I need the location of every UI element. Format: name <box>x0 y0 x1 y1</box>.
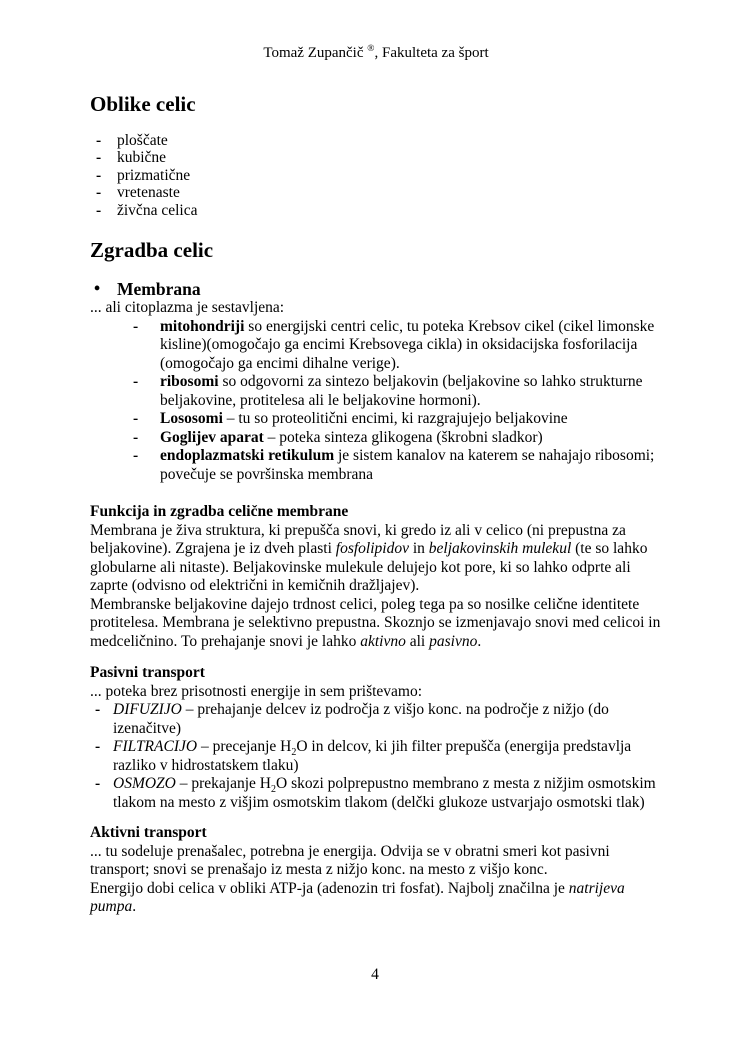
list-item-label: živčna celica <box>117 201 198 219</box>
page-number: 4 <box>371 966 379 983</box>
dash-bullet-icon: - <box>133 317 139 335</box>
organelle-text: Goglijev aparat – poteka sinteza glikogena (škrobni sladkor) <box>160 428 543 446</box>
list-item-goglijev-aparat <box>90 429 662 448</box>
active-transport-title: Aktivni transport <box>90 824 207 841</box>
list-item-zivcna-celica <box>90 202 662 220</box>
round-bullet-icon: • <box>94 278 101 298</box>
organelle-text: endoplazmatski retikulum je sistem kanalov na katerem se nahajajo ribosomi; povečuje se površinska membrana <box>160 447 655 483</box>
dash-bullet-icon: - <box>96 184 102 201</box>
list-item-prizmaticne <box>90 167 662 185</box>
transport-text: OSMOZO – prekajanje $H_2O$ skozi polprepustno membrano z mesta z nižjim osmotskim tlakom na mesto z višjim osmotskim tlakom (delčki glukoze ustvarjajo osmotski tlak) <box>113 775 656 811</box>
author-name: Tomaž Zupančič <box>263 45 368 61</box>
affiliation: , Fakulteta za šport <box>374 45 489 61</box>
membrane-subheading <box>90 279 662 299</box>
passive-transport-list <box>90 701 662 812</box>
membrane-function-title: Funkcija in zgradba celične membrane <box>90 503 349 520</box>
transport-text: FILTRACIJO – precejanje $H_2O$ in delcov, ki jih filter prepušča (energija predstavlja razliko v hidrostatskem tlaku) <box>113 738 632 774</box>
active-transport-paragraph-1: ... tu sodeluje prenašalec, potrebna je energija. Odvija se v obratni smeri kot pasivni transport; snovi se prenašajo iz mesta z nižjo konc. na mesto z višjo konc. <box>90 842 610 878</box>
list-item-kubicne <box>90 149 662 167</box>
dash-bullet-icon: - <box>133 410 139 427</box>
dash-bullet-icon: - <box>95 775 101 792</box>
list-item-osmozo <box>90 775 662 812</box>
organelle-text: ribosomi so odgovorni za sintezo beljakovin (beljakovine so lahko strukturne beljakovine, protitelesa ali le beljakovine hormoni). <box>160 373 643 409</box>
active-transport-paragraph-2: Energijo dobi celica v obliki ATP-ja (adenozin tri fosfat). Najbolj značilna je natrijeva pumpa. <box>90 879 625 915</box>
registered-mark: ® <box>367 44 375 54</box>
membrane-subheading-label: Membrana <box>117 279 201 299</box>
dash-bullet-icon: - <box>133 373 139 390</box>
dash-bullet-icon: - <box>96 131 102 149</box>
list-item-endoplazmatski-retikulum <box>90 447 662 484</box>
list-item-difuzijo <box>90 701 662 738</box>
passive-transport-title: Pasivni transport <box>90 664 205 681</box>
dash-bullet-icon: - <box>133 447 139 464</box>
organelle-text: Lososomi – tu so proteolitični encimi, ki razgrajujejo beljakovine <box>160 410 568 427</box>
page-header <box>90 40 662 63</box>
transport-text: DIFUZIJO – prehajanje delcev iz področja z višjo konc. na področje z nižjo (do izenačitve) <box>113 701 609 737</box>
list-item-label: prizmatične <box>117 166 191 184</box>
list-item-label: ploščate <box>117 131 168 149</box>
organelle-text: mitohondriji so energijski centri celic, tu poteka Krebsov cikel (cikel limonske kisline)(omogočajo ga encimi Krebsovega cikla) in oksidacijska fosforilacija (omogočajo ga encimi dihalne verige). <box>160 317 655 372</box>
list-item-mitohondriji <box>90 318 662 374</box>
membrane-function-paragraph-2: Membranske beljakovine dajejo trdnost celici, poleg tega pa so nosilke celične identitete protitelesa. Membrana je selektivno prepustna. Skoznjo se izmenjavajo snovi med celicoi in medceličnino. To prehajanje snovi je lahko aktivno ali pasivno. <box>90 595 661 650</box>
heading-cell-shapes: Oblike celic <box>90 91 196 116</box>
list-item-filtracijo <box>90 738 662 775</box>
heading-cell-structure: Zgradba celic <box>90 238 214 262</box>
list-item-ribosomi <box>90 373 662 410</box>
list-item-vretenaste <box>90 184 662 202</box>
list-item-label: vretenaste <box>117 184 180 201</box>
dash-bullet-icon: - <box>95 701 101 718</box>
dash-bullet-icon: - <box>95 738 101 755</box>
dash-bullet-icon: - <box>96 166 102 184</box>
dash-bullet-icon: - <box>96 149 102 166</box>
dash-bullet-icon: - <box>96 201 102 219</box>
passive-transport-intro: ... poteka brez prisotnosti energije in sem prištevamo: <box>90 682 423 700</box>
list-item-lososomi <box>90 410 662 429</box>
membrane-intro: ... ali citoplazma je sestavljena: <box>90 299 285 316</box>
dash-bullet-icon: - <box>133 428 139 446</box>
membrane-function-paragraph-1: Membrana je živa struktura, ki prepušča snovi, ki gredo iz ali v celico (ni prepustna za beljakovine). Zgrajena je iz dveh plasti fosfolipidov in beljakovinskih mulekul (te so lahko globularne ali nitaste). Beljakovinske mulekule delujejo kot pore, ki so lahko odprte ali zaprte (odvisno od električni in kemičnih dražljajev). <box>90 521 648 594</box>
organelle-list <box>90 318 662 485</box>
list-item-ploscate <box>90 132 662 150</box>
cell-shapes-list <box>90 132 662 220</box>
list-item-label: kubične <box>117 149 167 166</box>
